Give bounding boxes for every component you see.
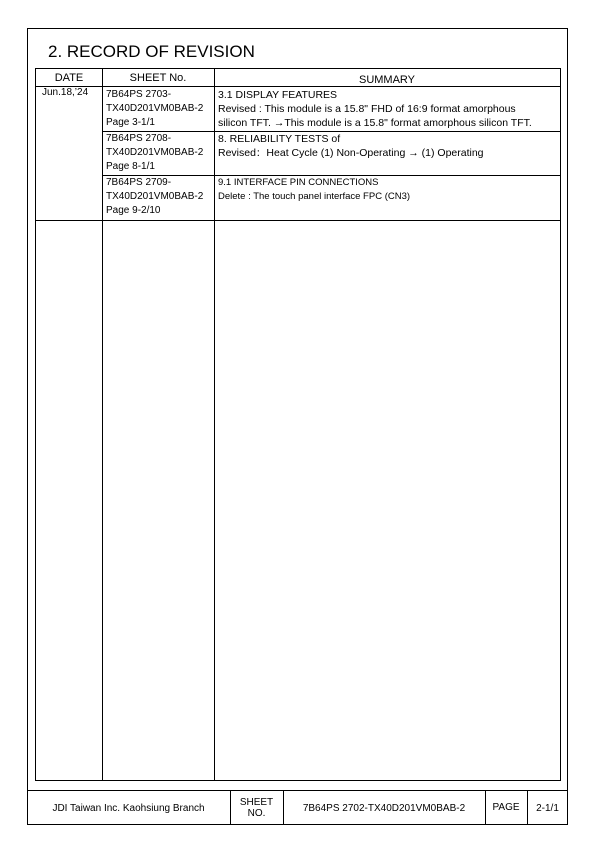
revision-date: Jun.18,’24 bbox=[42, 87, 89, 98]
footer-sheet-number: 7B64PS 2702-TX40D201VM0BAB-2 bbox=[302, 803, 466, 814]
sheet-number-line: 7B64PS 2708- bbox=[106, 133, 172, 144]
summary-line: 9.1 INTERFACE PIN CONNECTIONS bbox=[218, 177, 379, 188]
sheet-number-line: 7B64PS 2703- bbox=[106, 89, 172, 100]
summary-line: Revised：Heat Cycle (1) Non-Operating → (1) Operating bbox=[218, 147, 484, 159]
footer bbox=[27, 790, 568, 825]
footer-company: JDI Taiwan Inc. Kaohsiung Branch bbox=[52, 803, 205, 814]
summary-line: Revised : This module is a 15.8" FHD of 16:9 format amorphous bbox=[218, 103, 516, 115]
revision-table bbox=[35, 68, 561, 781]
header-sheet-no: SHEET No. bbox=[129, 72, 187, 84]
sheet-number-line: Page 8-1/1 bbox=[106, 161, 155, 172]
row-divider bbox=[36, 220, 560, 221]
header-summary: SUMMARY bbox=[358, 74, 416, 86]
footer-sheet-label: SHEET bbox=[239, 797, 274, 808]
sheet-number-line: TX40D201VM0BAB-2 bbox=[106, 147, 204, 158]
sheet-number-line: Page 3-1/1 bbox=[106, 117, 155, 128]
sheet-number-line: Page 9-2/10 bbox=[106, 205, 161, 216]
sheet-number-line: 7B64PS 2709- bbox=[106, 177, 172, 188]
header-date: DATE bbox=[54, 72, 84, 84]
footer-sheet-label: NO. bbox=[247, 808, 266, 819]
sheet-number-line: TX40D201VM0BAB-2 bbox=[106, 191, 204, 202]
footer-page-number: 2-1/1 bbox=[536, 803, 559, 814]
footer-page-label: PAGE bbox=[492, 802, 520, 813]
page-title: 2. RECORD OF REVISION bbox=[48, 42, 255, 61]
summary-line: Delete : The touch panel interface FPC (CN3) bbox=[218, 191, 411, 202]
header-divider bbox=[36, 86, 560, 87]
summary-line: 3.1 DISPLAY FEATURES bbox=[218, 89, 338, 101]
summary-line: silicon TFT. →This module is a 15.8" format amorphous silicon TFT. bbox=[218, 117, 532, 129]
summary-line: 8. RELIABILITY TESTS of bbox=[218, 133, 341, 145]
sheet-number-line: TX40D201VM0BAB-2 bbox=[106, 103, 204, 114]
